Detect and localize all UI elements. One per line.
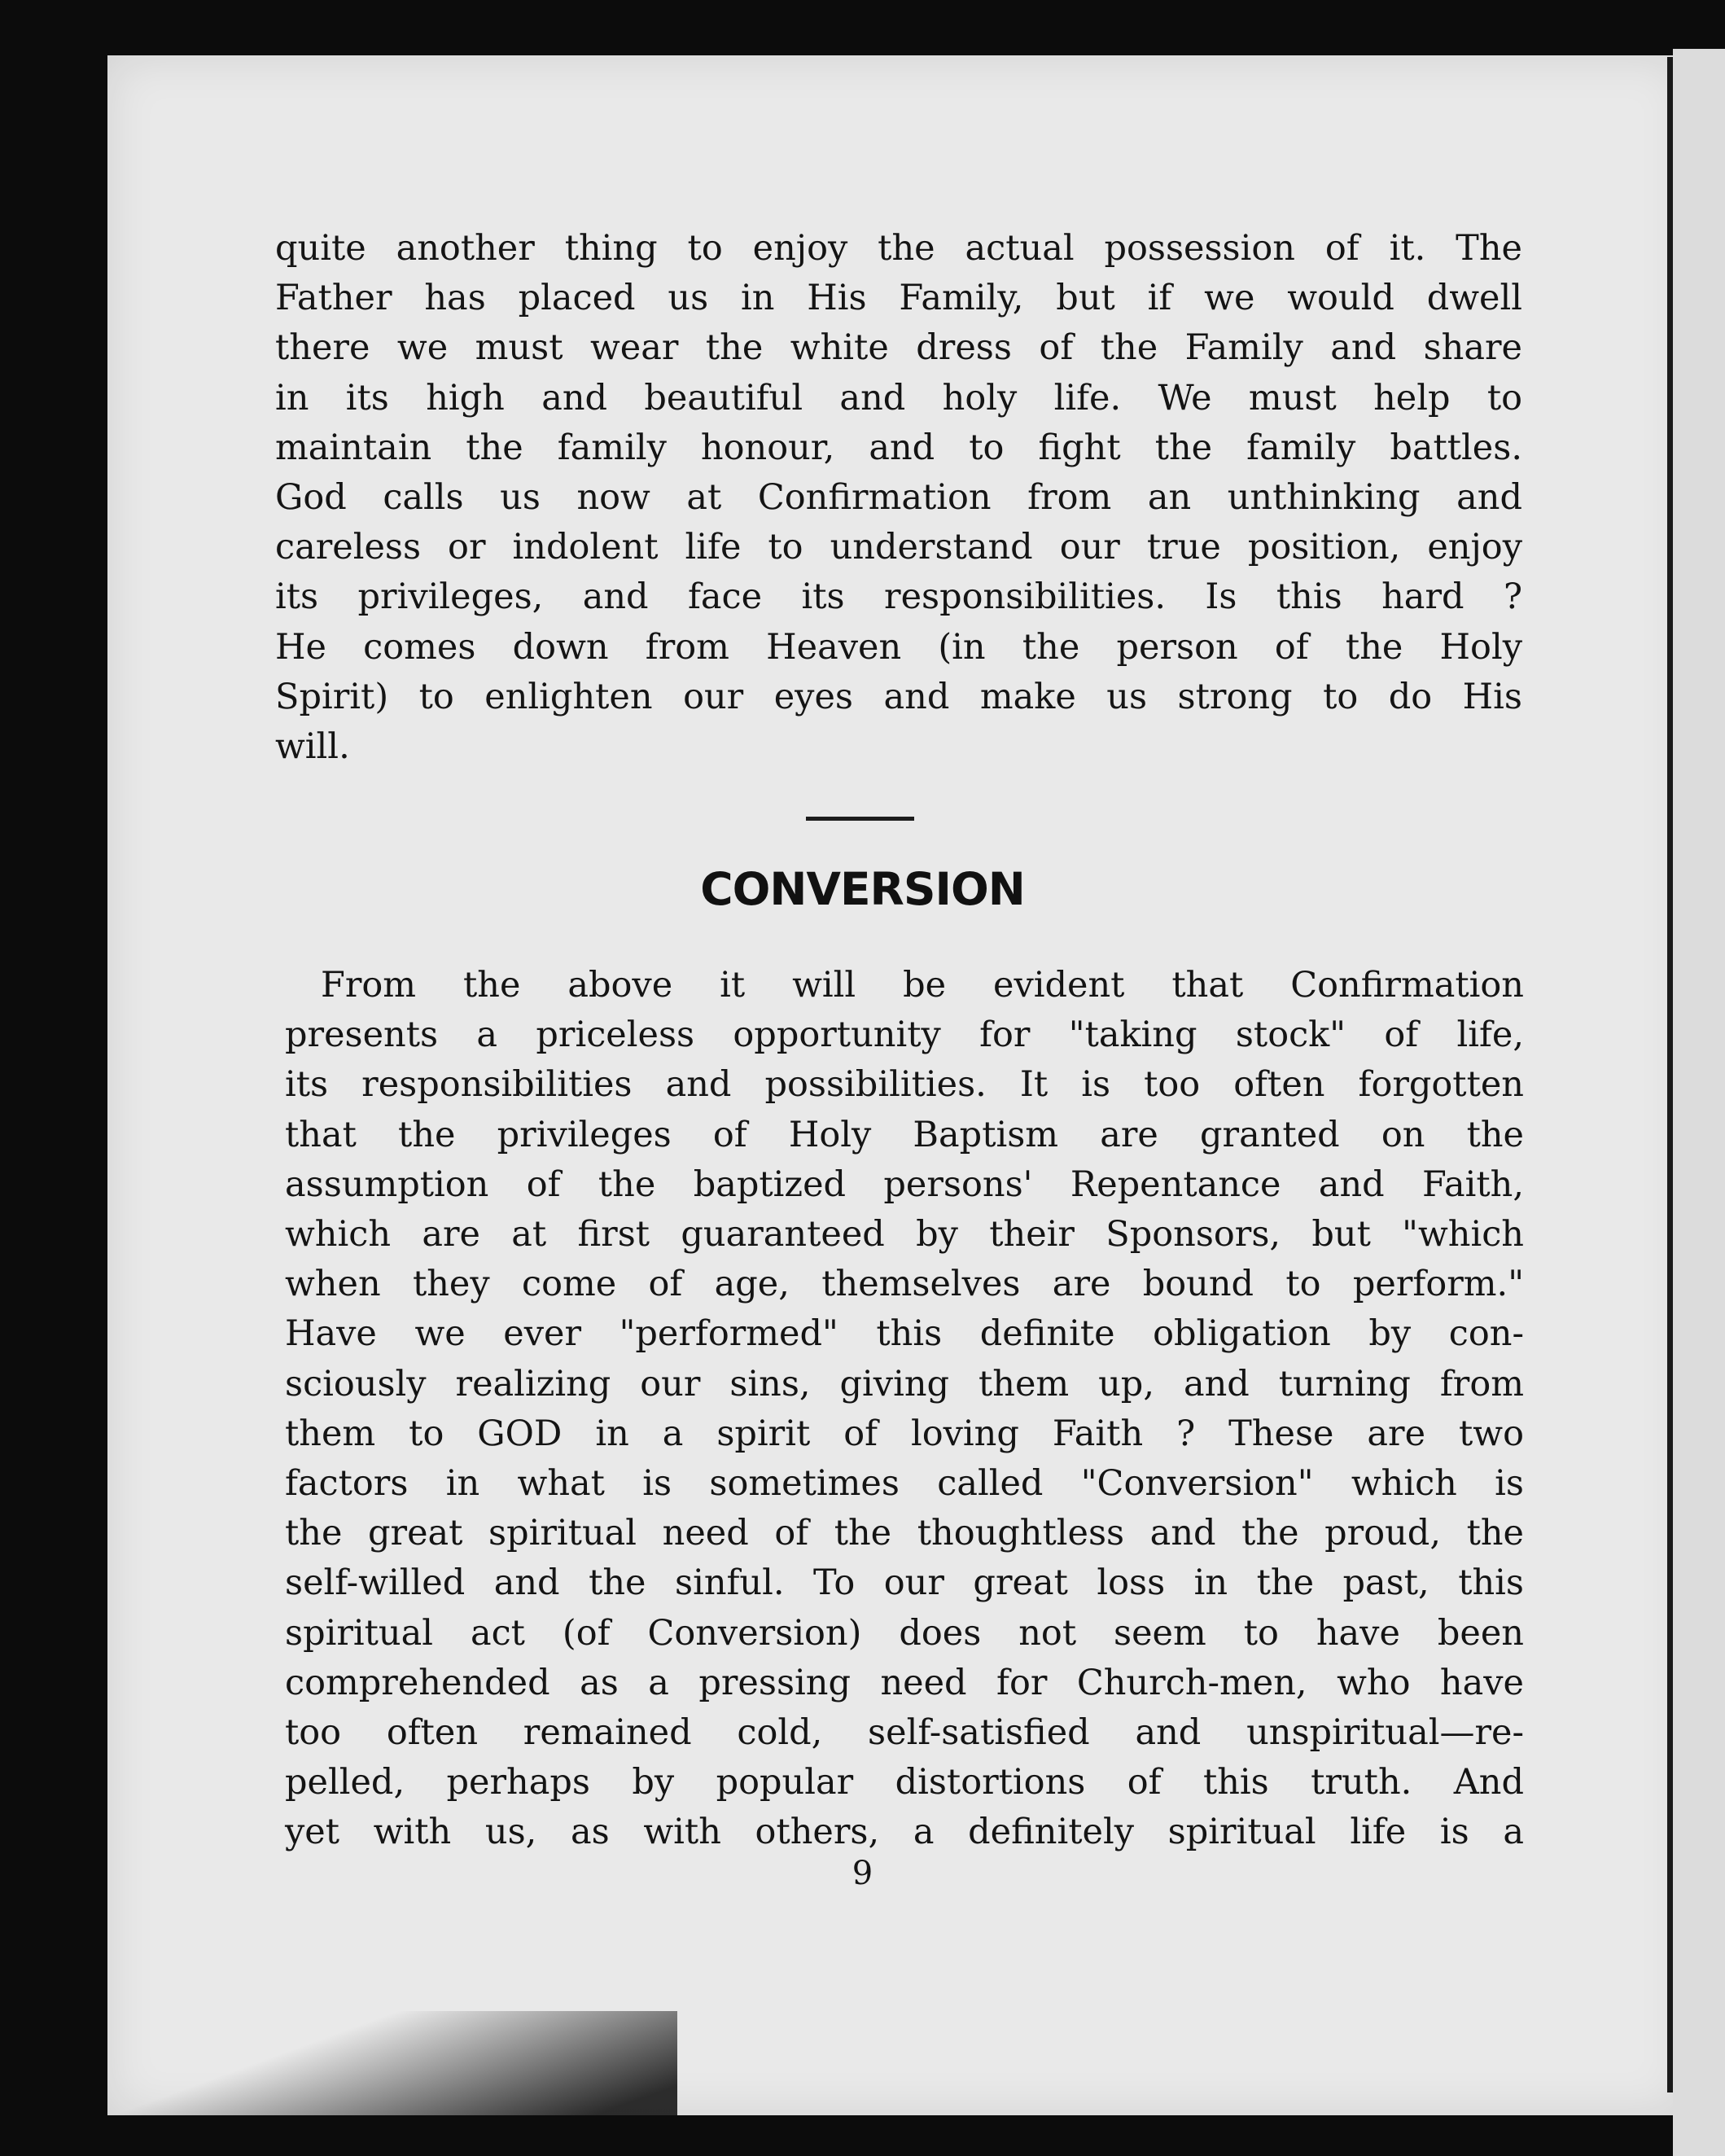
text-line: sciously realizing our sins, giving them up, and turning from	[285, 1363, 1524, 1404]
text-line: factors in what is sometimes called "Conversion" which is	[285, 1463, 1524, 1505]
text-line: comprehended as a pressing need for Church-men, who have	[285, 1662, 1524, 1703]
text-line: yet with us, as with others, a definitely spiritual life is a	[285, 1812, 1524, 1853]
text-line: the great spiritual need of the thoughtless and the proud, the	[285, 1513, 1524, 1554]
text-line: will.	[275, 726, 350, 768]
text-line: careless or indolent life to understand our true position, enjoy	[275, 527, 1522, 568]
text-line: quite another thing to enjoy the actual possession of it. The	[275, 228, 1522, 269]
text-line: maintain the family honour, and to fight the family battles.	[275, 427, 1522, 468]
text-line: that the privileges of Holy Baptism are granted on the	[285, 1114, 1524, 1155]
text-line: assumption of the baptized persons' Repentance and Faith,	[285, 1163, 1524, 1205]
section-heading: CONVERSION	[700, 863, 1025, 915]
facing-page-edge	[1673, 49, 1725, 2156]
text-line: too often remained cold, self-satisfied and unspiritual—re-	[285, 1712, 1524, 1754]
paragraph-confirmation	[275, 224, 1522, 772]
text-line: Spirit) to enlighten our eyes and make us strong to do His	[275, 676, 1522, 717]
scan-shadow	[107, 2011, 677, 2156]
page-number: 9	[852, 1855, 873, 1892]
text-line: spiritual act (of Conversion) does not seem to have been	[285, 1612, 1524, 1654]
text-line: when they come of age, themselves are bound to perform."	[285, 1264, 1524, 1305]
text-line: in its high and beautiful and holy life. We must help to	[275, 377, 1522, 418]
text-line: its privileges, and face its responsibilities. Is this hard ?	[275, 576, 1522, 618]
text-line: its responsibilities and possibilities. It is too often forgotten	[285, 1064, 1524, 1106]
text-line: which are at first guaranteed by their Sponsors, but "which	[285, 1214, 1524, 1255]
text-line: Father has placed us in His Family, but if we would dwell	[275, 278, 1522, 319]
binding-gutter	[1667, 57, 1673, 2092]
text-line: Have we ever "performed" this definite obligation by con-	[285, 1313, 1524, 1355]
text-line: there we must wear the white dress of the Family and share	[275, 327, 1522, 369]
text-line: God calls us now at Confirmation from an unthinking and	[275, 477, 1522, 519]
text-line: pelled, perhaps by popular distortions of this truth. And	[285, 1762, 1524, 1803]
text-line: From the above it will be evident that Confirmation	[321, 965, 1524, 1006]
section-divider	[806, 817, 914, 821]
text-line: He comes down from Heaven (in the person of the Holy	[275, 626, 1522, 668]
text-line: presents a priceless opportunity for "taking stock" of life,	[285, 1014, 1524, 1056]
paragraph-conversion	[285, 961, 1524, 1858]
text-line: them to GOD in a spirit of loving Faith ? These are two	[285, 1413, 1524, 1454]
text-line: self-willed and the sinful. To our great loss in the past, this	[285, 1562, 1524, 1604]
